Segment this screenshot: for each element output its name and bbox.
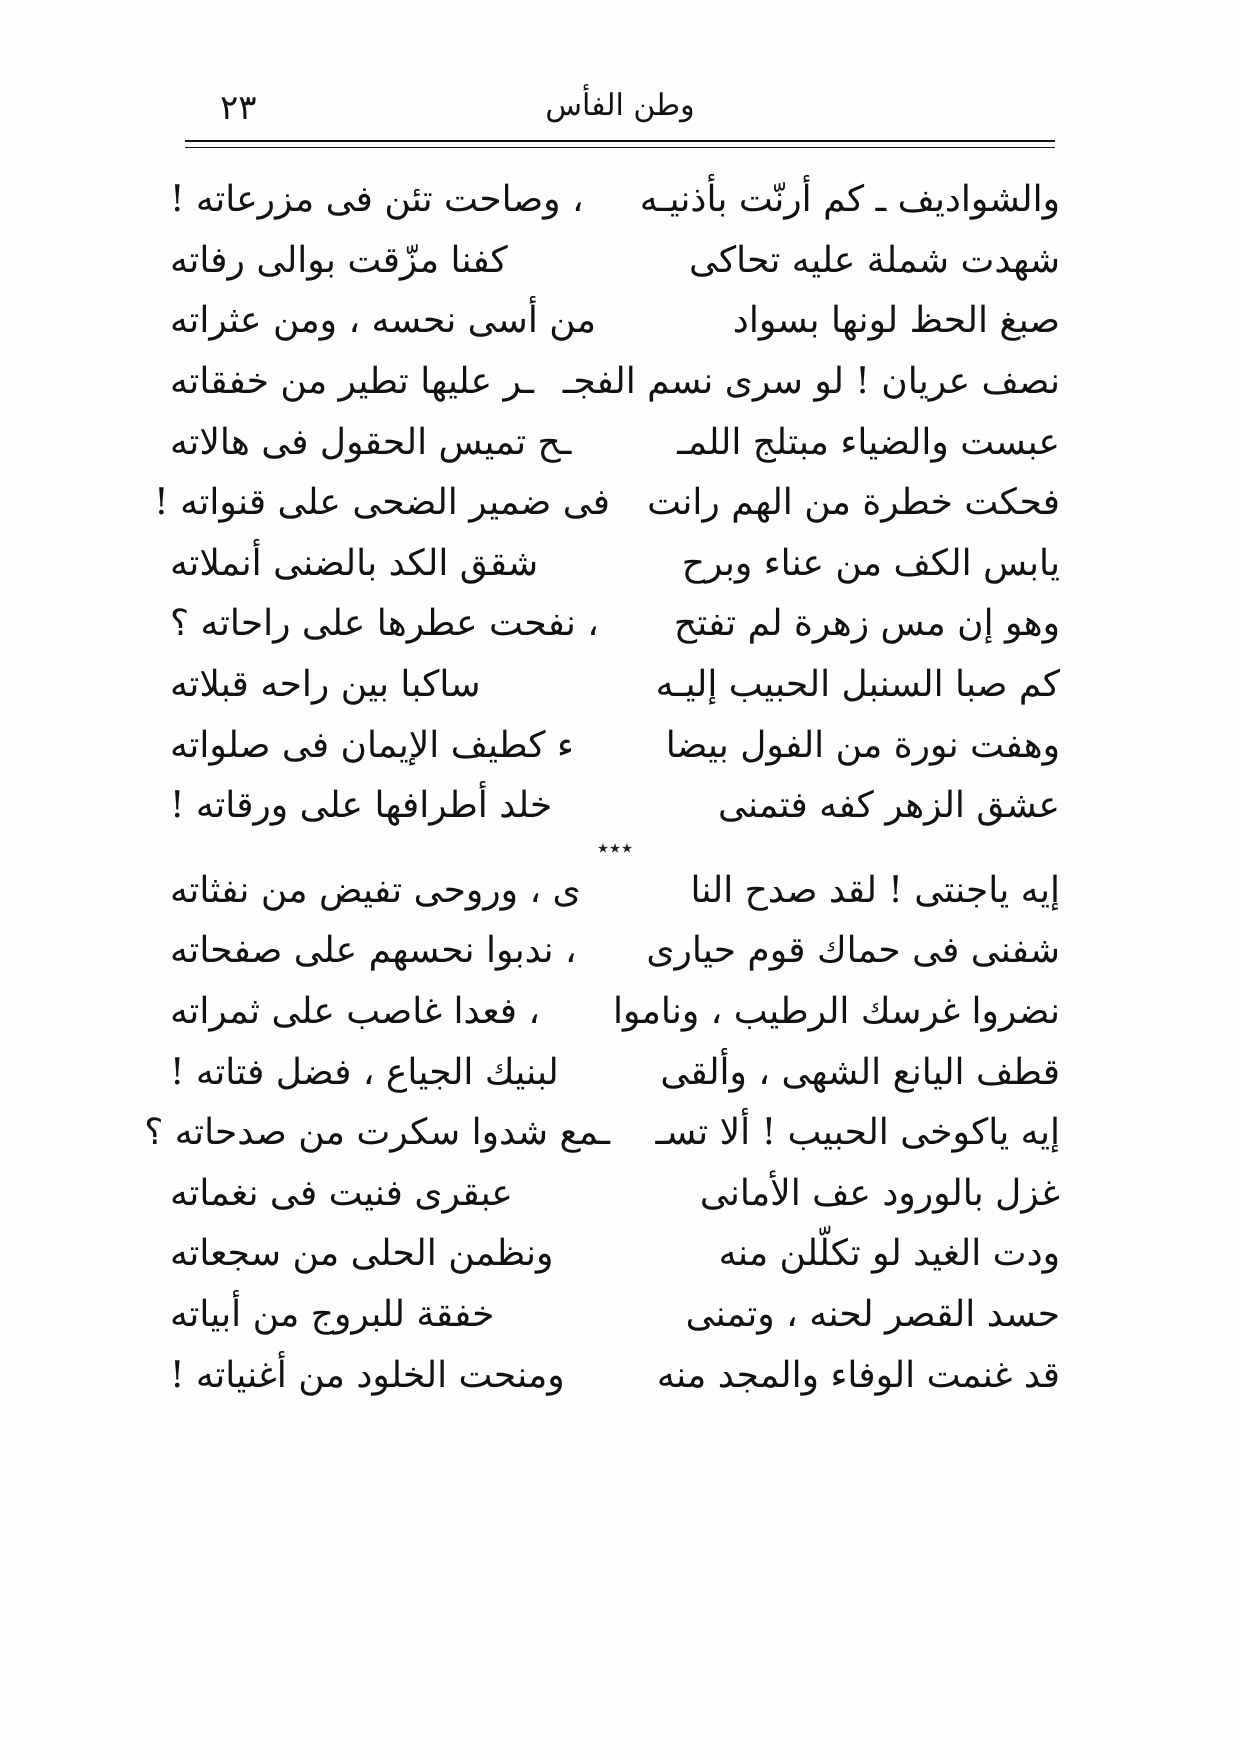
verse-second-hemistich: من أسى نحسه ، ومن عثراته [170,300,596,342]
running-header [180,88,1060,138]
verse-line [144,1103,1060,1164]
verse-line [170,170,1060,231]
verse-second-hemistich: كفنا مزّقت بوالى رفاته [170,239,508,281]
verse-first-hemistich: إيه ياجنتى ! لقد صدح النا [690,869,1060,911]
verse-first-hemistich: ودت الغيد لو تكلّلن منه [718,1233,1060,1275]
verse-first-hemistich: وهو إن مس زهرة لم تفتح [673,603,1060,645]
verse-second-hemistich: ، وصاحت تئن فى مزرعاته ! [170,179,584,221]
verse-second-hemistich: خلد أطرافها على ورقاته ! [170,785,553,827]
verse-second-hemistich: خفقة للبروج من أبياته [170,1293,495,1335]
verse-second-hemistich: ، فعدا غاصب على ثمراته [170,991,541,1033]
stanza-separator: ٭٭٭ [597,835,633,861]
verse-second-hemistich: ، ندبوا نحسهم على صفحاته [170,930,577,972]
verse-first-hemistich: إيه ياكوخى الحبيب ! ألا تسـ [655,1112,1060,1154]
header-rule [185,140,1055,148]
verse-first-hemistich: نصف عريان ! لو سرى نسم الفجـ [562,361,1060,403]
verse-first-hemistich: كم صبا السنبل الحبيب إليـه [655,664,1060,706]
verse-line [170,291,1060,352]
verse-line [170,1224,1060,1285]
verse-second-hemistich: ساكبا بين راحه قبلاته [170,664,481,706]
verse-second-hemistich: ء كطيف الإيمان فى صلواته [170,724,574,766]
verse-line [170,655,1060,716]
verse-line [170,715,1060,776]
verse-second-hemistich: ـح تميس الحقول فى هالاته [170,421,572,463]
verse-line [170,534,1060,595]
verse-first-hemistich: عشق الزهر كفه فتمنى [717,785,1060,827]
verse-second-hemistich: ى ، وروحى تفيض من نفثاته [170,869,581,911]
verse-line [170,982,1060,1043]
verse-line [170,231,1060,292]
verse-first-hemistich: عبست والضياء مبتلج اللمـ [677,421,1060,463]
verse-first-hemistich: وهفت نورة من الفول بيضا [665,724,1060,766]
verse-line [170,861,1060,922]
verse-first-hemistich: شفنى فى حماك قوم حيارى [646,930,1060,972]
verse-line [170,776,1060,837]
verse-line [170,1042,1060,1103]
verse-line [170,1285,1060,1346]
verse-line [170,412,1060,473]
poem [144,170,1060,1406]
verse-first-hemistich: فحكت خطرة من الهم رانت [647,482,1060,524]
verse-first-hemistich: قطف اليانع الشهى ، وألقى [660,1051,1060,1093]
verse-second-hemistich: ـمع شدوا سكرت من صدحاته ؟ [144,1112,610,1154]
verse-second-hemistich: عبقرى فنيت فى نغماته [170,1172,513,1214]
verse-second-hemistich: فى ضمير الضحى على قنواته ! [154,482,610,524]
verse-first-hemistich: قد غنمت الوفاء والمجد منه [656,1354,1060,1396]
verse-first-hemistich: يابس الكف من عناء وبرح [681,542,1060,584]
verse-second-hemistich: ـر عليها تطير من خفقاته [170,361,534,403]
verse-first-hemistich: صبغ الحظ لونها بسواد [732,300,1060,342]
verse-second-hemistich: ومنحت الخلود من أغنياته ! [170,1354,565,1396]
verse-second-hemistich: ونظمن الحلى من سجعاته [170,1233,554,1275]
verse-line [154,473,1060,534]
verse-line [170,1345,1060,1406]
verse-second-hemistich: شقق الكد بالضنى أنملاته [170,542,539,584]
verse-second-hemistich: لبنيك الجياع ، فضل فتاته ! [170,1051,559,1093]
verse-second-hemistich: ، نفحت عطرها على راحاته ؟ [170,603,599,645]
verse-first-hemistich: حسد القصر لحنه ، وتمنى [685,1293,1060,1335]
running-title: وطن الفأس [545,88,695,123]
verse-line [170,1164,1060,1225]
verse-line [170,352,1060,413]
verse-first-hemistich: غزل بالورود عف الأمانى [699,1172,1060,1214]
verse-first-hemistich: والشواديف ـ كم أرنّت بأذنيـه [639,179,1060,221]
verse-first-hemistich: نضروا غرسك الرطيب ، وناموا [612,991,1060,1033]
page-number: ٢٣ [220,88,257,128]
verse-line [170,594,1060,655]
verse-line [170,921,1060,982]
stanza-1 [154,170,1060,837]
stanza-2 [144,861,1060,1406]
verse-first-hemistich: شهدت شملة عليه تحاكى [688,239,1060,281]
